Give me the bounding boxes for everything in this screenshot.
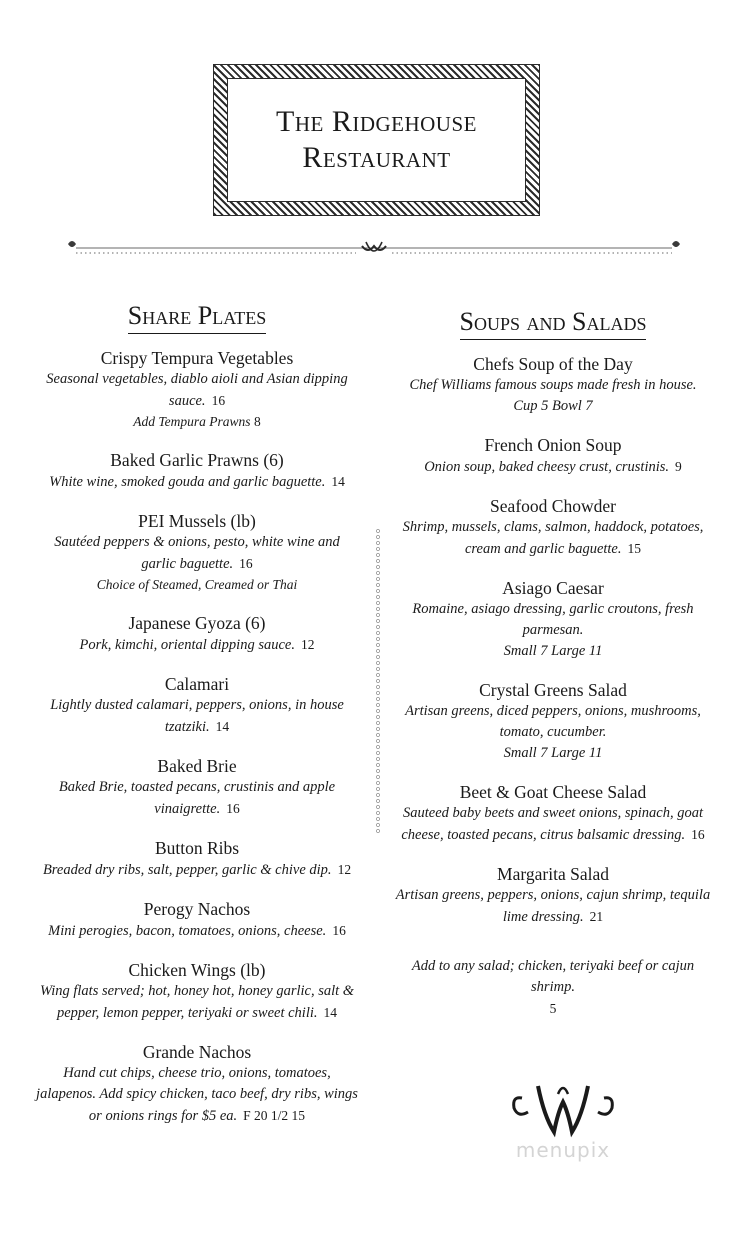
item-name: Beet & Goat Cheese Salad (459, 782, 647, 802)
menu-item (36, 959, 358, 1024)
menu-item (390, 577, 716, 662)
menu-item (36, 449, 358, 493)
menu-item (390, 353, 716, 417)
item-price: 15 (627, 541, 641, 556)
share-plates-title: Share Plates (128, 300, 266, 334)
watermark-text: menupix (515, 1138, 611, 1162)
title-line-2: Restaurant (302, 141, 451, 174)
restaurant-logo (508, 1080, 668, 1170)
item-name: Baked Brie (157, 756, 237, 776)
item-description: Mini perogies, bacon, tomatoes, onions, cheese. 16 (48, 923, 346, 939)
item-description: Sautéed peppers & onions, pesto, white wine and garlic baguette. 16 (54, 534, 340, 572)
menu-item (36, 510, 358, 595)
menu-item (36, 755, 358, 820)
item-name: PEI Mussels (lb) (138, 511, 256, 531)
menu-item (36, 1041, 358, 1127)
menu-item (36, 612, 358, 656)
item-price: 16 (691, 827, 705, 842)
item-price: 12 (300, 637, 315, 652)
menu-item (36, 898, 358, 942)
item-description: Seasonal vegetables, diablo aioli and Asian dipping sauce. 16 (46, 371, 348, 409)
item-sizes: Small 7 Large 11 (503, 643, 603, 659)
item-description: Artisan greens, peppers, onions, cajun shrimp, tequila lime dressing. 21 (395, 887, 711, 925)
item-price: 16 (226, 801, 240, 816)
item-description: Artisan greens, diced peppers, onions, mushrooms, tomato, cucumber. (405, 703, 701, 740)
item-description: Sauteed baby beets and sweet onions, spinach, goat cheese, toasted pecans, citrus balsamic dressing. 16 (401, 805, 705, 843)
restaurant-title (227, 78, 526, 202)
item-price: 9 (675, 459, 682, 474)
item-price: 21 (589, 909, 604, 924)
menu-item (36, 347, 358, 432)
ornament-logo-icon (508, 1080, 618, 1140)
item-price: F 20 1/2 15 (243, 1108, 306, 1123)
addon-text: Add to any salad; chicken, teriyaki beef or cajun shrimp. (411, 958, 695, 995)
share-plates-section (36, 300, 358, 1144)
item-description: Chef Williams famous soups made fresh in house. (409, 377, 697, 393)
item-description: Wing flats served; hot, honey hot, honey garlic, salt & pepper, lemon pepper, teriyaki or sweet chili. 14 (39, 983, 355, 1021)
item-description: Shrimp, mussels, clams, salmon, haddock, potatoes, cream and garlic baguette. 15 (402, 519, 704, 557)
item-sizes: Cup 5 Bowl 7 (513, 398, 593, 414)
item-description: Breaded dry ribs, salt, pepper, garlic & chive dip. 12 (42, 862, 352, 878)
column-separator (375, 528, 381, 834)
item-description: Romaine, asiago dressing, garlic croutons, fresh parmesan. (412, 601, 694, 638)
item-description: Pork, kimchi, oriental dipping sauce. 12 (79, 637, 315, 653)
item-name: Seafood Chowder (490, 496, 616, 516)
soups-salads-section (390, 306, 716, 1019)
item-price: 12 (337, 862, 352, 877)
item-description: Lightly dusted calamari, peppers, onions, in house tzatziki. 14 (50, 697, 344, 735)
item-name: Grande Nachos (142, 1042, 252, 1062)
item-name: Chicken Wings (lb) (128, 960, 266, 980)
item-sizes: Small 7 Large 11 (503, 745, 603, 761)
title-frame (213, 64, 540, 216)
menu-item (390, 679, 716, 764)
item-name: Crystal Greens Salad (479, 680, 627, 700)
title-line-1: The Ridgehouse (276, 105, 477, 138)
item-name: Crispy Tempura Vegetables (100, 348, 294, 368)
item-note: Add Tempura Prawns 8 (133, 414, 261, 429)
item-price: 16 (211, 393, 226, 408)
item-name: French Onion Soup (484, 435, 622, 455)
salad-addon-note (390, 956, 716, 1019)
menu-item (390, 434, 716, 478)
item-price: 14 (215, 719, 230, 734)
menu-item (36, 673, 358, 738)
item-description: White wine, smoked gouda and garlic baguette. 14 (49, 474, 345, 490)
addon-price: 5 (549, 1001, 557, 1016)
item-price: 16 (332, 923, 346, 938)
ornamental-divider (66, 236, 682, 262)
item-name: Baked Garlic Prawns (6) (110, 450, 284, 470)
item-name: Chefs Soup of the Day (473, 354, 633, 374)
item-price: 14 (323, 1005, 338, 1020)
item-name: Margarita Salad (497, 864, 609, 884)
menu-item (390, 863, 716, 928)
item-note: Choice of Steamed, Creamed or Thai (96, 577, 298, 592)
menu-item (390, 781, 716, 846)
item-description: Onion soup, baked cheesy crust, crustinis. 9 (424, 459, 682, 475)
soups-salads-title: Soups and Salads (460, 306, 647, 340)
item-name: Asiago Caesar (502, 578, 604, 598)
item-name: Button Ribs (154, 838, 240, 858)
item-price: 16 (239, 556, 253, 571)
item-description: Hand cut chips, cheese trio, onions, tomatoes, jalapenos. Add spicy chicken, taco beef, dry ribs, wings or onions rings for $5 ea. F 20 1/2 15 (36, 1065, 358, 1124)
menu-item (390, 495, 716, 560)
item-note-price: 8 (253, 414, 261, 429)
item-price: 14 (331, 474, 345, 489)
item-name: Perogy Nachos (143, 899, 251, 919)
item-name: Japanese Gyoza (6) (128, 613, 266, 633)
item-name: Calamari (164, 674, 230, 694)
menu-item (36, 837, 358, 881)
item-description: Baked Brie, toasted pecans, crustinis and apple vinaigrette. 16 (58, 779, 336, 817)
